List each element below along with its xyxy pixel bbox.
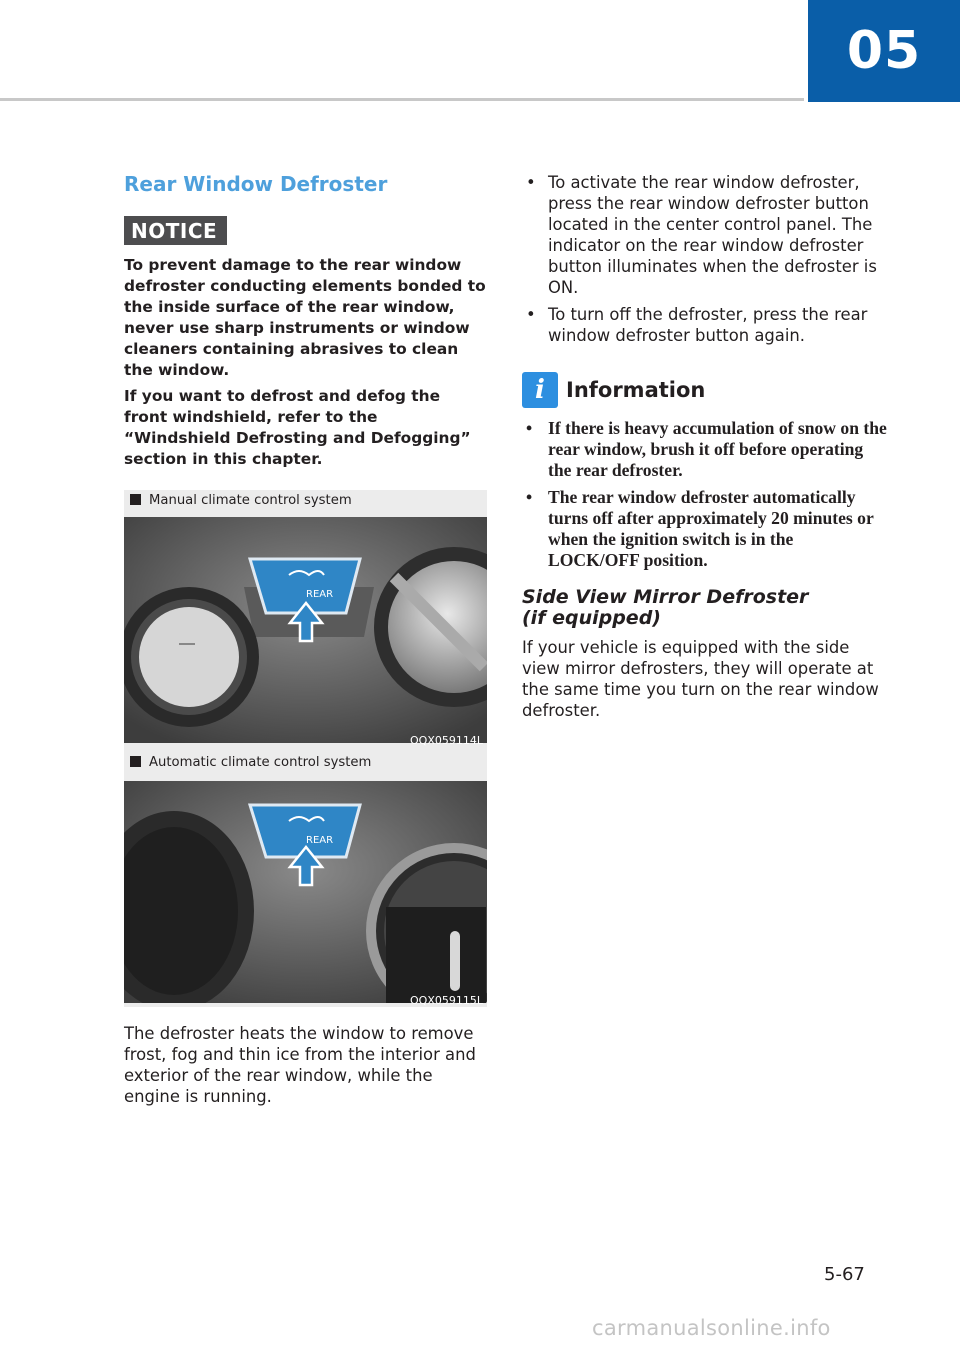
page-number: 5-67: [824, 1264, 865, 1285]
subsection-title: [522, 587, 888, 629]
list-item: • To activate the rear window defroster, press the rear window defroster button located in the center control panel. The indicator on the rear window defroster button illuminates when the defroster is ON.: [522, 172, 888, 298]
notice-paragraph: If you want to defrost and defog the front windshield, refer to the “Windshield Defrosting and Defogging” section in this chapter.: [124, 387, 471, 468]
dashboard-manual-illustration: [124, 517, 487, 743]
right-column: [522, 172, 888, 721]
info-icon: i: [522, 372, 558, 408]
chapter-tab: [808, 0, 960, 102]
left-column: [124, 170, 488, 1107]
notice-badge: NOTICE: [124, 216, 227, 245]
body-paragraph: The defroster heats the window to remove frost, fog and thin ice from the interior and exterior of the rear window, while the engine is running.: [124, 1024, 476, 1106]
rear-button-label: REAR: [306, 589, 334, 600]
header-rule: [0, 98, 804, 101]
information-header: [522, 372, 888, 408]
section-title: Rear Window Defroster: [124, 172, 388, 196]
figure-caption-text: Manual climate control system: [149, 493, 352, 508]
figure-caption-text: Automatic climate control system: [149, 755, 372, 770]
figure-caption: [124, 747, 487, 781]
chapter-number: 05: [846, 21, 922, 81]
figure-image: [124, 781, 487, 1007]
list-item: • To turn off the defroster, press the rear window defroster button again.: [522, 304, 888, 346]
watermark: carmanualsonline.info: [592, 1316, 831, 1340]
subsection-title-line: (if equipped): [522, 607, 661, 629]
figure-code: OQX059114L: [410, 734, 483, 747]
list-item: • The rear window defroster automatically turns off after approximately 20 minutes or when the ignition switch is in the LOCK/OFF position.: [522, 487, 888, 571]
square-bullet-icon: [130, 756, 141, 767]
subsection-paragraph: If your vehicle is equipped with the side view mirror defrosters, they will operate at the same time you turn on the rear window defroster.: [522, 638, 879, 720]
information-title: Information: [566, 378, 706, 402]
figure-caption: [124, 490, 487, 517]
square-bullet-icon: [130, 494, 141, 505]
figure-image: [124, 517, 487, 747]
list-item: • If there is heavy accumulation of snow on the rear window, brush it off before operating the rear defroster.: [522, 418, 888, 481]
rear-button-label: REAR: [306, 835, 334, 846]
notice-paragraph: To prevent damage to the rear window defroster conducting elements bonded to the inside surface of the rear window, never use sharp instruments or window cleaners containing abrasives to clean the window.: [124, 256, 486, 379]
figure-manual-climate: [124, 490, 487, 747]
figure-automatic-climate: [124, 747, 487, 1007]
information-list: [522, 418, 888, 571]
dashboard-automatic-illustration: [124, 781, 487, 1003]
defroster-instructions: [522, 172, 888, 346]
subsection-title-line: Side View Mirror Defroster: [522, 586, 809, 608]
figure-code: OQX059115L: [410, 994, 483, 1007]
